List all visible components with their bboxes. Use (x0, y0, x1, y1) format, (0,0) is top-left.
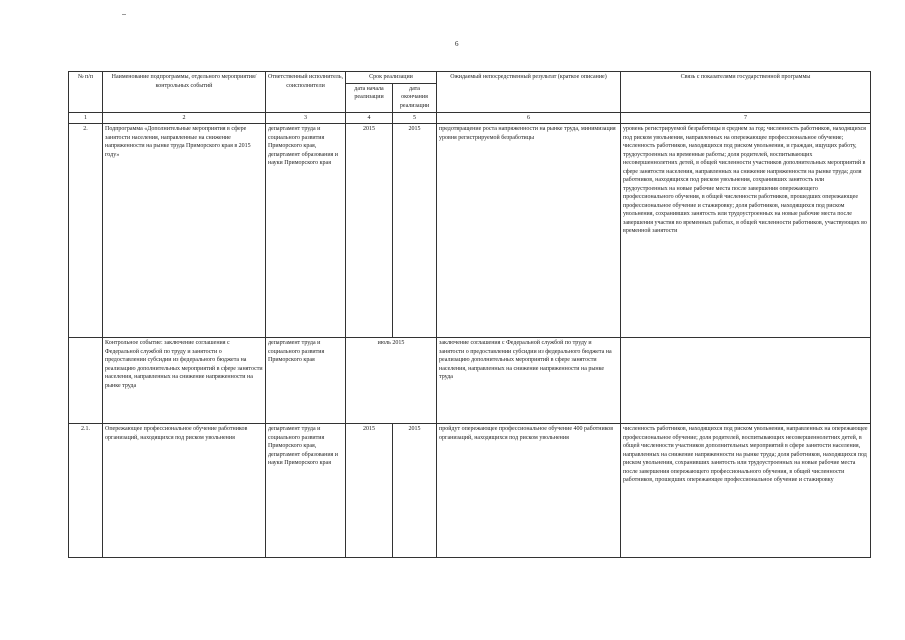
table-row-activity (69, 424, 871, 558)
row-number: 2. (69, 124, 103, 338)
column-index: 5 (393, 112, 437, 124)
row-link: численность работников, находящихся под риском увольнения, направленных на опережающее профессиональное обучение; доля родителей, воспитывающих несовершеннолетних детей, в общей численности участников дополнительных мероприятий в сфере занятости населения, направленных на снижение напряженности на рынке труда; доля работников, находящихся под риском увольнения, сохранивших занятость или трудоустроенных на новые рабочие места после завершения опережающего профессионального обучения, в общей численности работников, прошедших опережающее профессиональное обучение и стажировку (621, 424, 871, 558)
column-index: 1 (69, 112, 103, 124)
row-link (621, 338, 871, 424)
row-start-date: 2015 (346, 424, 393, 558)
column-index: 4 (346, 112, 393, 124)
header-link: Связь с показателями государственной программы (621, 72, 871, 113)
column-index: 3 (266, 112, 346, 124)
header-result: Ожидаемый непосредственный результат (краткое описание) (437, 72, 621, 113)
column-index-row (69, 112, 871, 124)
row-responsible: департамент труда и социального развития Приморского края (266, 338, 346, 424)
row-result: предотвращение роста напряженности на рынке труда, минимизация уровня регистрируемой безработицы (437, 124, 621, 338)
program-table (68, 71, 871, 558)
header-num: № п/п (69, 72, 103, 113)
row-responsible: департамент труда и социального развития Приморского края, департамент образования и науки Приморского края (266, 124, 346, 338)
column-index: 2 (103, 112, 266, 124)
row-name: Опережающее профессиональное обучение работников организаций, находящихся под риском увольнения (103, 424, 266, 558)
row-end-date: 2015 (393, 424, 437, 558)
header-row (69, 72, 871, 84)
header-period: Срок реализации (346, 72, 437, 84)
row-start-date: 2015 (346, 124, 393, 338)
row-name: Контрольное событие: заключение соглашения с Федеральной службой по труду и занятости о предоставлении субсидии из федерального бюджета на реализацию дополнительных мероприятий в сфере занятости населения, направленных на снижение напряженности на рынке труда (103, 338, 266, 424)
scan-mark (122, 14, 126, 15)
row-responsible: департамент труда и социального развития Приморского края, департамент образования и науки Приморского края (266, 424, 346, 558)
row-date: июль 2015 (346, 338, 437, 424)
column-index: 7 (621, 112, 871, 124)
header-start: дата начала реализации (346, 83, 393, 112)
header-name: Наименование подпрограммы, отдельного мероприятия/ контрольных событий (103, 72, 266, 113)
row-link: уровень регистрируемой безработицы в среднем за год; численность работников, находящихся под риском увольнения, направленных на опережающее профессиональное обучение; численность работников, находящихся под риском увольнения, и граждан, ищущих работу, трудоустроенных на временные работы; доля родителей, воспитывающих несовершеннолетних детей, в общей численности участников дополнительных мероприятий в сфере занятости населения, направленных на снижение напряженности на рынке труда; доля работников, находящихся под риском увольнения, сохранивших занятость или трудоустроенных на новые рабочие места после завершения опережающего профессионального обучения, в общей численности работников, прошедших опережающее профессиональное обучение и стажировку; доля работников, находящихся под риском увольнения, сохранивших занятость или трудоустроенных на новые рабочие места после завершения участия во временных работах, в общей численности работников, участвующих во временной занятости (621, 124, 871, 338)
row-number (69, 338, 103, 424)
page-number: 6 (455, 40, 459, 48)
header-end: дата окончания реализации (393, 83, 437, 112)
row-result: заключение соглашения с Федеральной службой по труду и занятости о предоставлении субсидии из федерального бюджета на реализацию дополнительных мероприятий в сфере занятости населения, направленных на снижение напряженности на рынке труда (437, 338, 621, 424)
row-result: пройдут опережающее профессиональное обучение 400 работников организаций, находящихся под риском увольнения (437, 424, 621, 558)
row-end-date: 2015 (393, 124, 437, 338)
table-row-control-event (69, 338, 871, 424)
column-index: 6 (437, 112, 621, 124)
header-responsible: Ответственный исполнитель, соисполнители (266, 72, 346, 113)
row-number: 2.1. (69, 424, 103, 558)
row-name: Подпрограмма «Дополнительные мероприятия в сфере занятости населения, направленные на снижение напряженности на рынке труда Приморского края в 2015 году» (103, 124, 266, 338)
table-row-subprogram (69, 124, 871, 338)
